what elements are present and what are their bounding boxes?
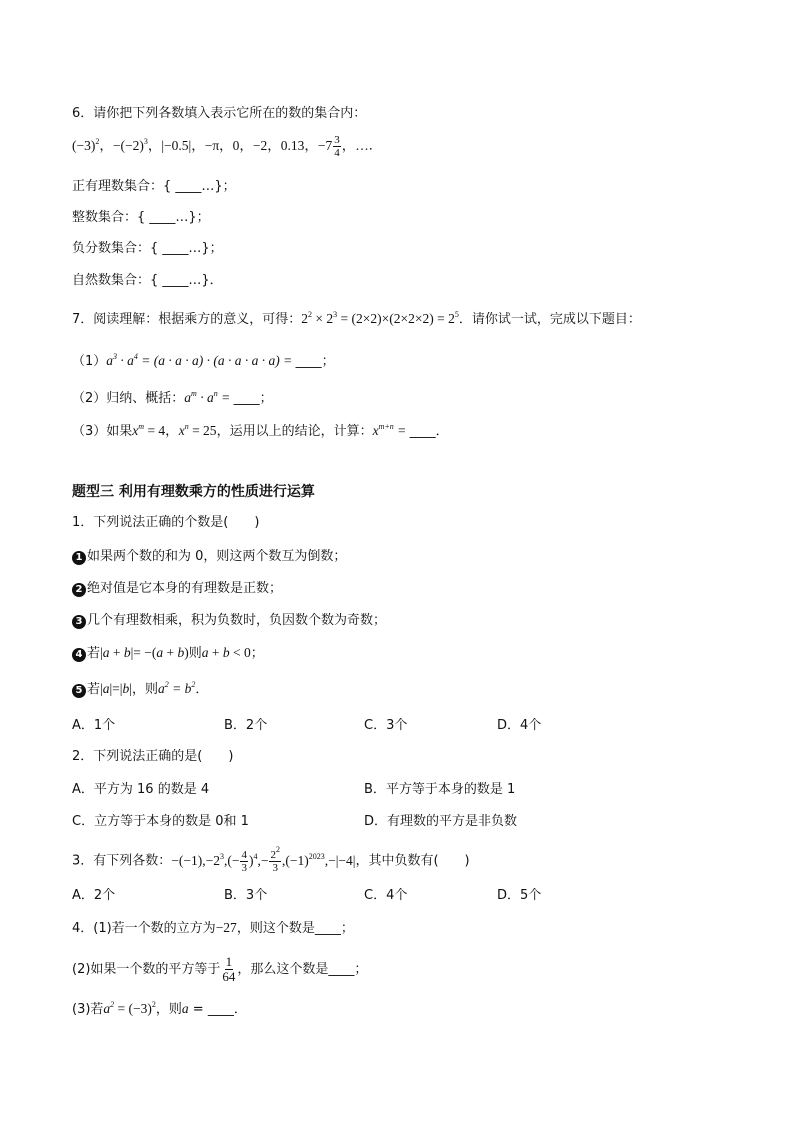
q6-set-positive-rational: 正有理数集合：{ ____…}； [72,179,236,194]
s3-q1-option-c[interactable]: C．3个 [364,718,408,733]
s3-q2-option-d[interactable]: D．有理数的平方是非负数 [364,814,518,829]
q6-stem: 6．请你把下列各数填入表示它所在的数的集合内： [72,106,367,121]
circled-number-5-icon: 5 [72,684,86,698]
s3-q4-part2: (2)如果一个数的平方等于 $\frac{1}{64}$ ，那么这个数是____； [72,954,368,984]
s3-q1-stem: 1．下列说法正确的个数是( ) [72,515,260,530]
s3-q3-option-a[interactable]: A．2个 [72,888,116,903]
circled-number-3-icon: 3 [72,615,86,629]
s3-q2-option-c[interactable]: C．立方等于本身的数是 0和 1 [72,814,249,829]
q6-set-natural: 自然数集合：{ ____…}． [72,273,223,288]
s3-q4-part3: (3)若$a^2 = (-3)^2$，则a = ____． [72,1000,247,1017]
s3-q1-statement-2: 2 绝对值是它本身的有理数是正数； [72,580,282,598]
s3-q1-option-a[interactable]: A．1个 [72,718,116,733]
circled-number-4-icon: 4 [72,648,86,662]
q7-part1: $(1)a^3 \cdot a^4 = (a \cdot a \cdot a) \cdot (a \cdot a \cdot a \cdot a)$ = ____； [72,352,335,369]
s3-q3-option-b[interactable]: B．3个 [224,888,268,903]
q6-set-integer: 整数集合：{ ____…}； [72,210,210,225]
s3-q1-option-d[interactable]: D．4个 [497,718,542,733]
s3-q1-statement-4: 4 若|a + b|= −(a + b)则a + b < 0； [72,644,264,663]
s3-q2-stem: 2．下列说法正确的是( ) [72,749,234,764]
s3-q2-option-b[interactable]: B．平方等于本身的数是 1 [364,782,516,797]
circled-number-1-icon: 1 [72,551,86,565]
circled-number-2-icon: 2 [72,583,86,597]
s3-q1-option-b[interactable]: B．2个 [224,718,268,733]
s3-q1-statement-1: 1 如果两个数的和为 0，则这两个数互为倒数； [72,548,346,566]
q6-number-list: $(-3)^2$，$-(-2)^3$，|−0.5|，−π，0，−2，0.13，−7 $\frac{3}{4}$ ，…． [72,134,382,159]
q7-stem: 7．阅读理解：根据乘方的意义，可得：$2^2 \times 2^3 = (2\times 2)\times(2\times 2\times 2) = 2^5$．请你试一试，完成以下题目： [72,310,641,327]
s3-q4-part1: 4．(1)若一个数的立方为−27，则这个数是____； [72,920,354,936]
s3-q1-statement-3: 3 几个有理数相乘，积为负数时，负因数个数为奇数； [72,612,386,630]
s3-q3-option-d[interactable]: D．5个 [497,888,542,903]
s3-q1-statement-5: 5 若|a|=|b|，则$a^2 = b^2$． [72,680,208,699]
section-heading: 题型三 利用有理数乘方的性质进行运算 [72,484,315,500]
q6-math: $(-3)^2$，$-(-2)^3$，|−0.5|，−π，0，−2，0.13，−7 $\frac{3}{4}$ ，… [72,134,369,159]
q7-part3: （3）如果$x^m = 4$，$x^n = 25$，运用以上的结论，计算：$x^{m+n}$ = ____． [72,422,449,439]
s3-q3-option-c[interactable]: C．4个 [364,888,408,903]
q6-set-negative-fraction: 负分数集合：{ ____…}； [72,241,223,256]
s3-q2-option-a[interactable]: A．平方为 16 的数是 4 [72,782,210,797]
s3-q3-stem: 3．有下列各数：$-(-1),-2^3,(-$ $\frac{4}{3}$ )$^4$,− $\frac{2^2}{3}$ $,(-1)^{2023},-|-4|$，其中负数有( ) [72,845,470,874]
q7-part2: （2）归纳、概括：$a^m \cdot a^n$ = ____； [72,389,273,406]
